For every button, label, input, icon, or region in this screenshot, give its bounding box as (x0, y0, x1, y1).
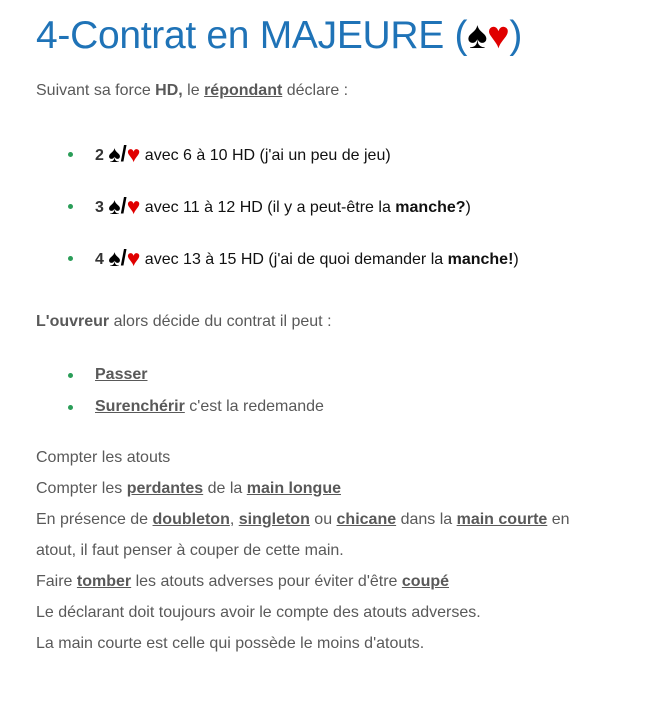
advice-paragraph (36, 442, 570, 659)
bullet-icon (68, 152, 73, 157)
option-list (68, 359, 324, 423)
bullet-icon (68, 204, 73, 209)
heart-icon: ♥ (126, 193, 141, 219)
ouvreur-line: L'ouvreur alors décide du contrat il peut : (36, 313, 332, 330)
spade-icon: ♠ (108, 193, 121, 219)
list-item-passer: Passer (68, 359, 324, 391)
title-text: 4-Contrat en MAJEURE ( (36, 14, 468, 57)
heart-icon: ♥ (126, 245, 141, 271)
spade-icon: ♠ (467, 15, 488, 57)
text-line: En présence de doubleton, singleton ou chicane dans la main courte en (36, 511, 570, 528)
bullet-icon (68, 373, 73, 378)
bullet-icon (68, 405, 73, 410)
text-line: Compter les atouts (36, 449, 171, 466)
heart-icon: ♥ (126, 141, 141, 167)
spade-icon: ♠ (108, 245, 121, 271)
bullet-icon (68, 256, 73, 261)
list-item-bid-3: 3 ♠/♥ avec 11 à 12 HD (il y a peut-être la manche?) (68, 180, 519, 232)
heart-icon: ♥ (487, 15, 510, 57)
title-close: ) (509, 14, 523, 57)
list-item-bid-2: 2 ♠/♥ avec 6 à 10 HD (j'ai un peu de jeu) (68, 128, 519, 180)
intro-line: Suivant sa force HD, le répondant déclare : (36, 82, 349, 99)
text-line: Compter les perdantes de la main longue (36, 480, 341, 497)
text-line: Le déclarant doit toujours avoir le compte des atouts adverses. (36, 604, 481, 621)
hd-label: HD, (155, 82, 183, 99)
list-item-surencherir: Surenchérir c'est la redemande (68, 391, 324, 423)
ouvreur-term: L'ouvreur (36, 313, 110, 330)
text-line: atout, il faut penser à couper de cette main. (36, 542, 344, 559)
repondant-term: répondant (204, 82, 283, 99)
text-line: La main courte est celle qui possède le moins d'atouts. (36, 635, 425, 652)
list-item-bid-4: 4 ♠/♥ avec 13 à 15 HD (j'ai de quoi demander la manche!) (68, 232, 519, 284)
spade-icon: ♠ (108, 141, 121, 167)
bid-list (68, 128, 519, 284)
text-line: Faire tomber les atouts adverses pour éviter d'être coupé (36, 573, 450, 590)
page-title (36, 14, 522, 58)
